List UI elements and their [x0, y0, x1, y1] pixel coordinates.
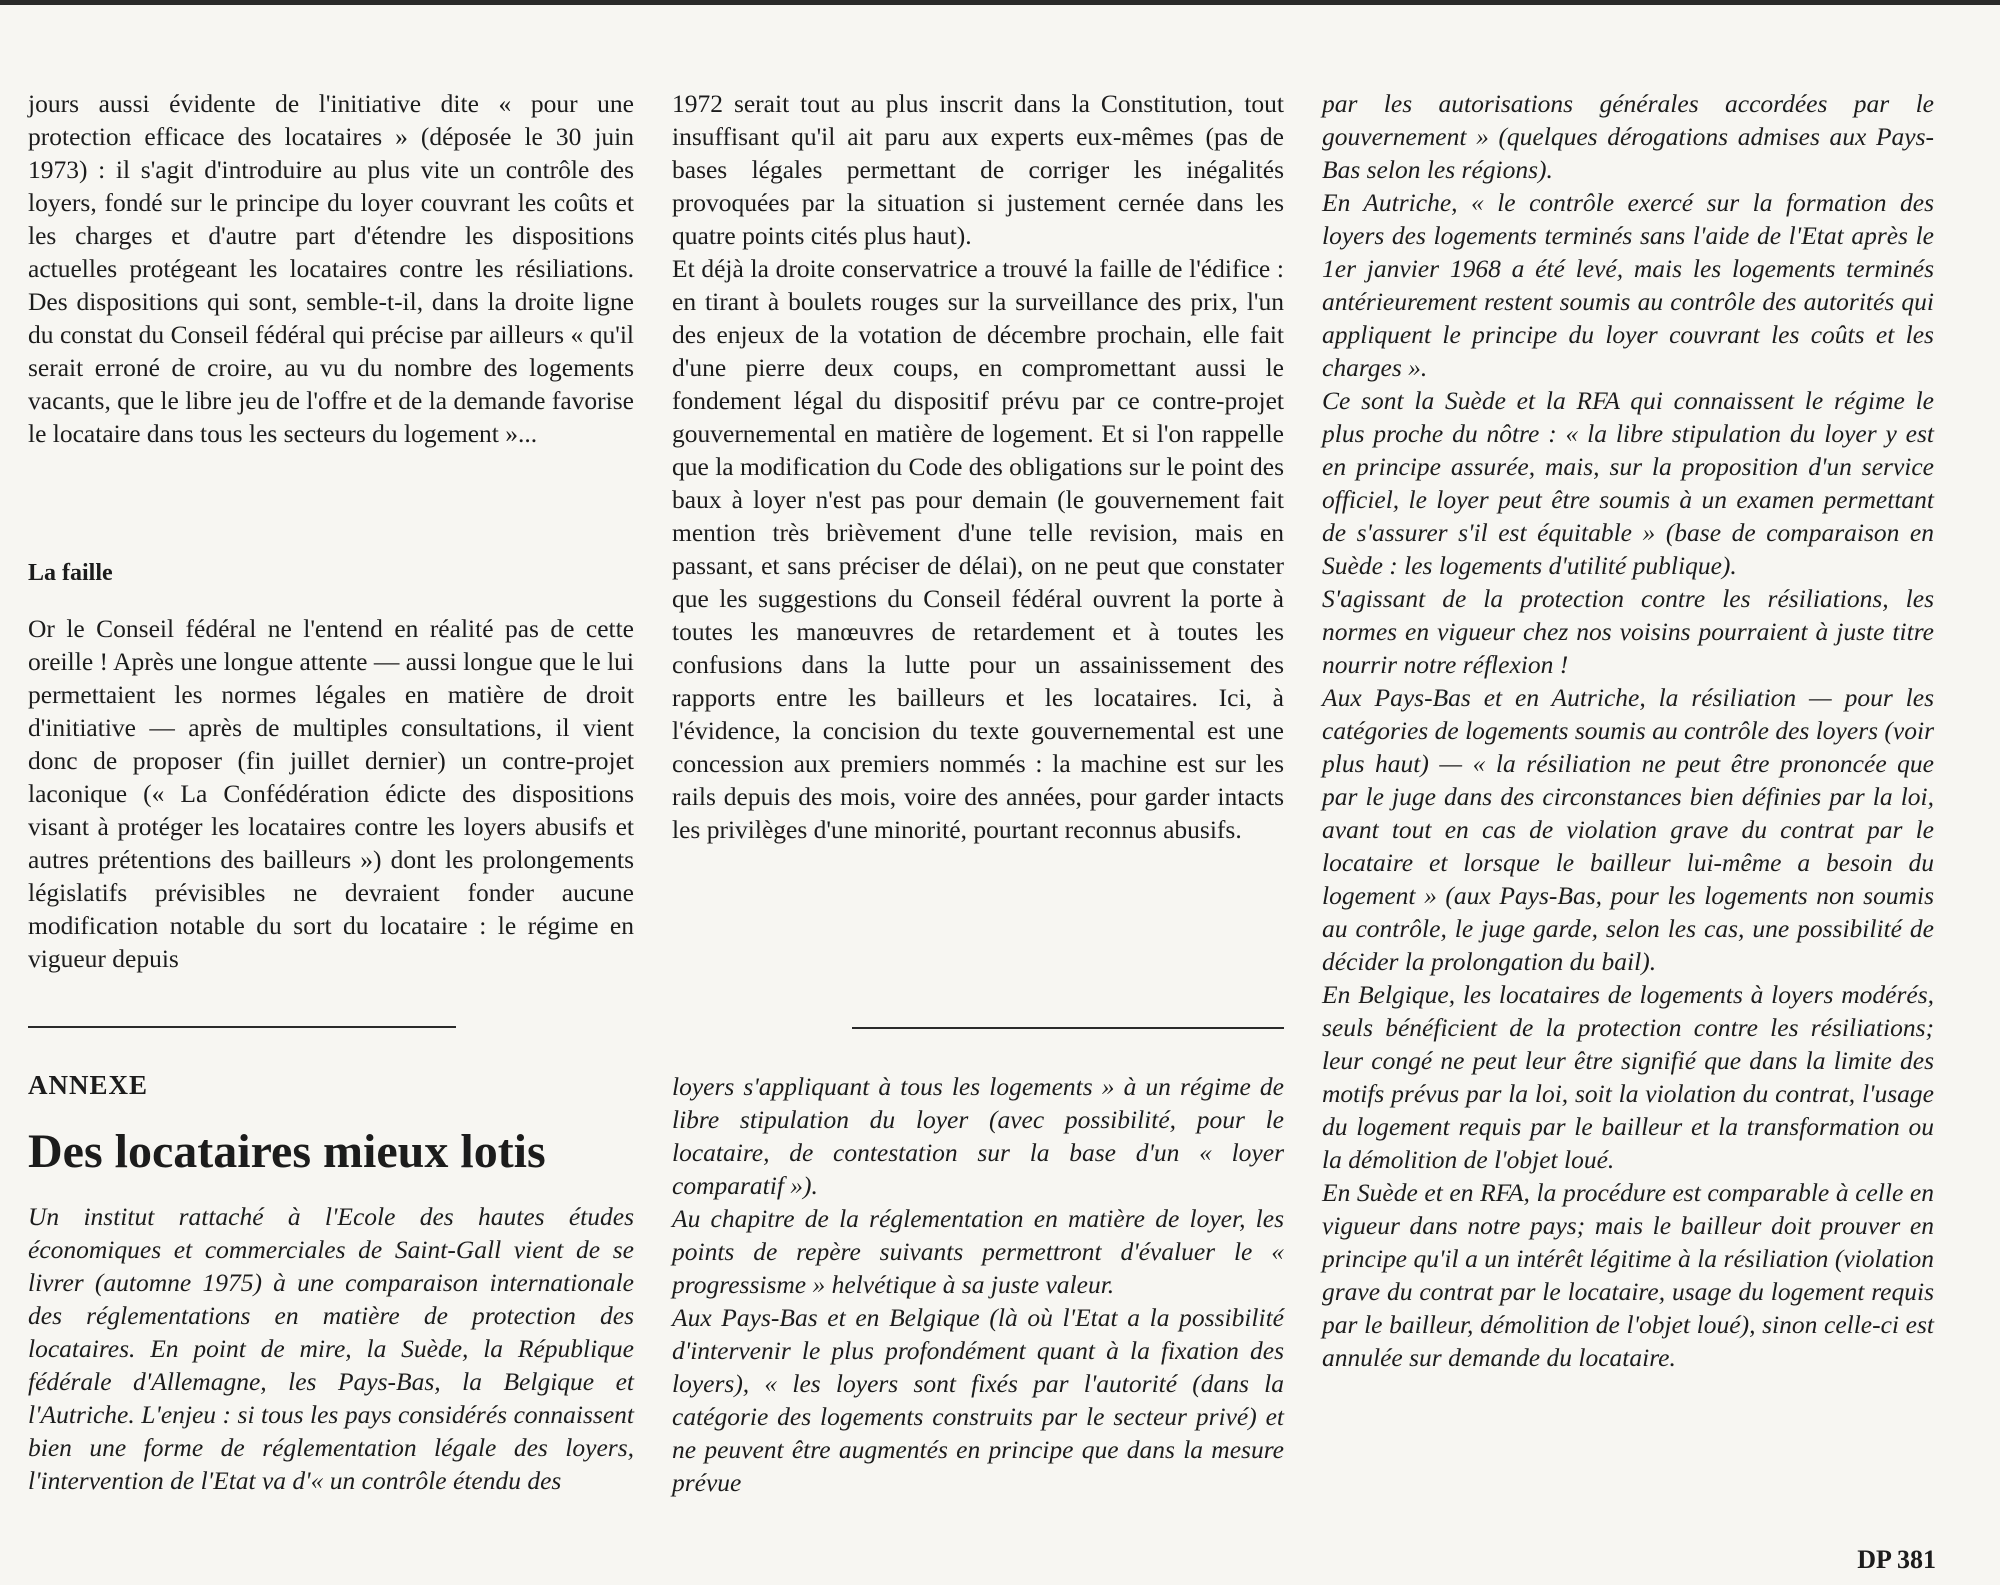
annexe-title: Des locataires mieux lotis	[28, 1125, 546, 1178]
subheading-la-faille: La faille	[28, 560, 113, 586]
annexe-paragraph: Ce sont la Suède et la RFA qui connaissent le régime le plus proche du nôtre : « la libre stipulation du loyer y est en principe assurée, mais, sur la proposition d'un service officiel, le loyer peut être soumis à un examen permettant de s'assurer s'il est équitable » (base de comparaison en Suède : les logements d'utilité publique).	[1322, 386, 1934, 580]
page-number: DP 381	[1857, 1545, 1936, 1574]
article-column-1b	[28, 612, 634, 975]
annexe-column-1	[28, 1200, 634, 1497]
article-paragraph-4: Et déjà la droite conservatrice a trouvé la faille de l'édifice : en tirant à boulets rouges sur la surveillance des prix, l'un des enjeux de la votation de décembre prochain, elle fait d'une pierre deux coups, en compromettant aussi le fondement légal du dispositif prévu par ce contre-projet gouvernemental en matière de logement. Et si l'on rappelle que la modification du Code des obligations sur le point des baux à loyer n'est pas pour demain (le gouvernement fait mention très brièvement d'une telle revision, mais en passant, et sans préciser de délai), on ne peut que constater que les suggestions du Conseil fédéral ouvrent la porte à toutes les manœuvres de retardement et à toutes les confusions dans la lutte pour un assainissement des rapports entre les bailleurs et les locataires. Ici, à l'évidence, la concision du texte gouvernemental est une concession aux premiers nommés : la machine est sur les rails depuis des mois, voire des années, pour garder intacts les privilèges d'une minorité, pourtant reconnus abusifs.	[672, 254, 1284, 844]
article-paragraph-2: Or le Conseil fédéral ne l'entend en réalité pas de cette oreille ! Après une longue attente — aussi longue que le lui permettaient les normes légales en matière de droit d'initiative — après de multiples consultations, il vient donc de proposer (fin juillet dernier) un contre-projet laconique (« La Confédération édicte des dispositions visant à protéger les locataires contre les loyers abusifs et autres prétentions des bailleurs ») dont les prolongements législatifs prévisibles ne devraient fonder aucune modification notable du sort du locataire : le régime en vigueur depuis	[28, 614, 634, 973]
annexe-paragraph: par les autorisations générales accordées par le gouvernement » (quelques dérogations admises aux Pays-Bas selon les régions).	[1322, 89, 1934, 184]
article-paragraph-3: 1972 serait tout au plus inscrit dans la Constitution, tout insuffisant qu'il ait paru aux experts eux-mêmes (pas de bases légales permettant de corriger les inégalités provoquées par la situation si justement cernée dans les quatre points cités plus haut).	[672, 89, 1284, 250]
annexe-paragraph: En Autriche, « le contrôle exercé sur la formation des loyers des logements terminés sans l'aide de l'Etat après le 1er janvier 1968 a été levé, mais les logements terminés antérieurement restent soumis au contrôle des autorités qui appliquent le principe du loyer couvrant les coûts et les charges ».	[1322, 188, 1934, 382]
annexe-paragraph: Aux Pays-Bas et en Autriche, la résiliation — pour les catégories de logements soumis au contrôle des loyers (voir plus haut) — « la résiliation ne peut être prononcée que par le juge dans des circonstances bien définies par la loi, avant tout en cas de violation grave du contrat par le locataire et lorsque le bailleur lui-même a besoin du logement » (aux Pays-Bas, pour les logements non soumis au contrôle, le juge garde, selon les cas, une possibilité de décider la prolongation du bail).	[1322, 683, 1934, 976]
annexe-paragraph: En Belgique, les locataires de logements à loyers modérés, seuls bénéficient de la protection contre les résiliations; leur congé ne peut leur être signifié que dans la limite des motifs prévus par la loi, soit la violation du contrat, l'usage du logement requis par le bailleur et la transformation ou la démolition de l'objet loué.	[1322, 980, 1934, 1174]
annexe-column-3	[1322, 87, 1934, 1374]
annexe-paragraph: En Suède et en RFA, la procédure est comparable à celle en vigueur dans notre pays; mais le bailleur doit prouver en principe qu'il a un intérêt légitime à la résiliation (violation grave du contrat par le locataire, usage du logement requis par le bailleur, démolition de l'objet loué), sinon celle-ci est annulée sur demande du locataire.	[1322, 1178, 1934, 1372]
annexe-label: ANNEXE	[28, 1070, 149, 1100]
annexe-paragraph: S'agissant de la protection contre les résiliations, les normes en vigueur chez nos voisins pourraient à juste titre nourrir notre réflexion !	[1322, 584, 1934, 679]
column-2-rule	[852, 1027, 1284, 1029]
article-paragraph-1: jours aussi évidente de l'initiative dite « pour une protection efficace des locataires » (déposée le 30 juin 1973) : il s'agit d'introduire au plus vite un contrôle des loyers, fondé sur le principe du loyer couvrant les coûts et les charges et d'autre part d'étendre les dispositions actuelles protégeant les locataires contre les résiliations. Des dispositions qui sont, semble-t-il, dans la droite ligne du constat du Conseil fédéral qui précise par ailleurs « qu'il serait erroné de croire, au vu du nombre des logements vacants, que le libre jeu de l'offre et de la demande favorise le locataire dans tous les secteurs du logement »...	[28, 89, 634, 448]
article-column-1	[28, 87, 634, 450]
top-border-rule	[0, 0, 2000, 5]
column-1-rule	[28, 1026, 456, 1028]
annexe-paragraph: Au chapitre de la réglementation en matière de loyer, les points de repère suivants permettront d'évaluer le « progressisme » helvétique à sa juste valeur.	[672, 1204, 1284, 1299]
annexe-column-2	[672, 1070, 1284, 1499]
annexe-paragraph: Un institut rattaché à l'Ecole des hautes études économiques et commerciales de Saint-Gall vient de se livrer (automne 1975) à une comparaison internationale des réglementations en matière de protection des locataires. En point de mire, la Suède, la République fédérale d'Allemagne, les Pays-Bas, la Belgique et l'Autriche. L'enjeu : si tous les pays considérés connaissent bien une forme de réglementation légale des loyers, l'intervention de l'Etat va d'« un contrôle étendu des	[28, 1202, 634, 1495]
article-column-2	[672, 87, 1284, 846]
annexe-paragraph: Aux Pays-Bas et en Belgique (là où l'Etat a la possibilité d'intervenir le plus profondément quant à la fixation des loyers), « les loyers sont fixés par l'autorité (dans la catégorie des logements construits par le secteur privé) et ne peuvent être augmentés en principe que dans la mesure prévue	[672, 1303, 1284, 1497]
annexe-paragraph: loyers s'appliquant à tous les logements » à un régime de libre stipulation du loyer (avec possibilité, pour le locataire, de contestation sur la base d'un « loyer comparatif »).	[672, 1072, 1284, 1200]
